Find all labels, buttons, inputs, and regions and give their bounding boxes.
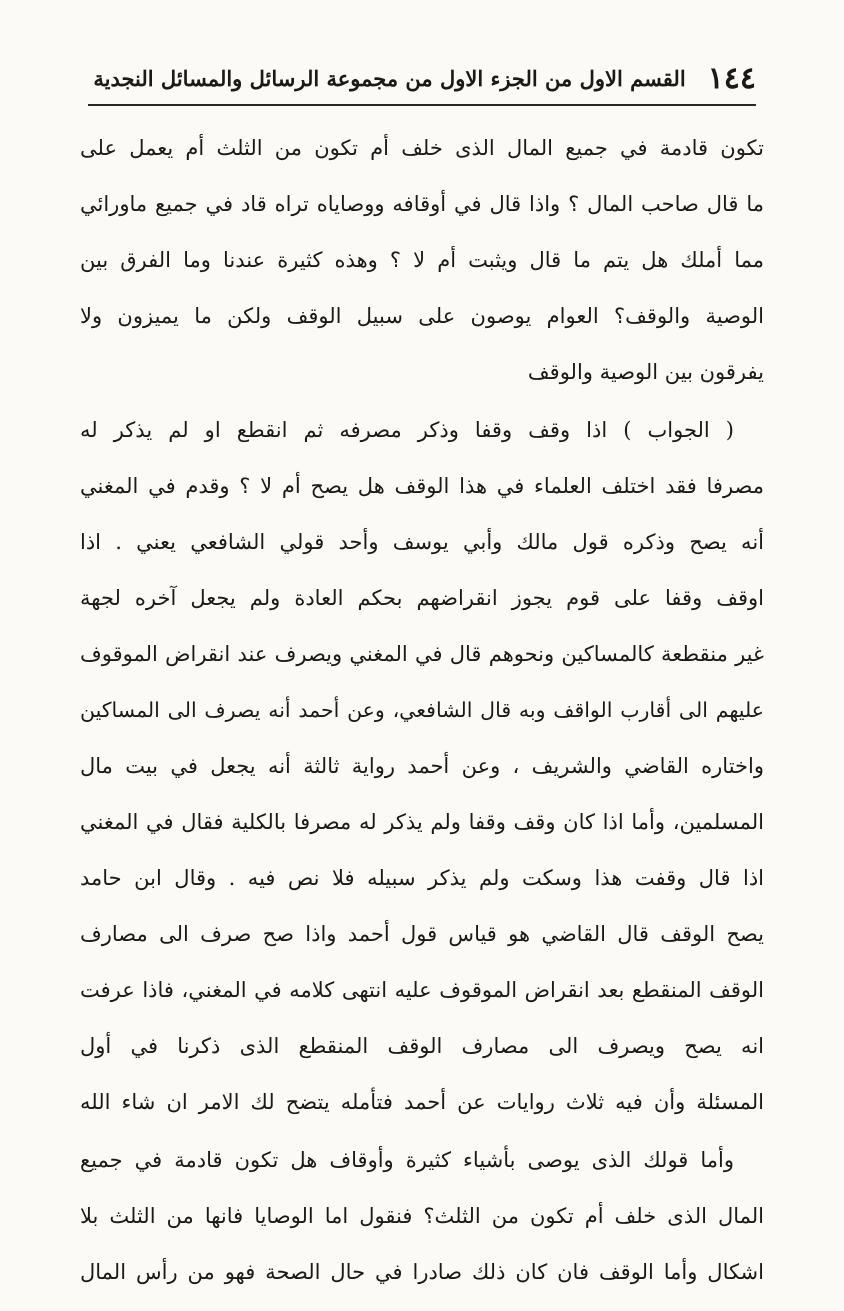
text-line: الوقف المنقطع بعد انقراض الموقوف عليه انتهى كلامه في المغني، فاذا عرفت [80,978,764,1002]
text-line: اشكال وأما الوقف فان كان ذلك صادرا في حال الصحة فهو من رأس المال [80,1260,764,1284]
text-line: اوقف وقفا على قوم يجوز انقراضهم بحكم العادة ولم يجعل آخره لجهة [80,586,764,610]
text-line: اذا قال وقفت هذا وسكت ولم يذكر سبيله فلا نص فيه . وقال ابن حامد [80,866,764,890]
text-line: المسلمين، وأما اذا كان وقف وقفا ولم يذكر له مصرفا بالكلية فقال في المغني [80,810,764,834]
text-line: انه يصح ويصرف الى مصارف الوقف المنقطع الذى ذكرنا في أول [80,1034,764,1058]
text-line: أنه يصح وذكره قول مالك وأبي يوسف وأحد قولي الشافعي يعني . اذا [80,530,764,554]
text-line: مصرفا فقد اختلف العلماء في هذا الوقف هل يصح أم لا ؟ وقدم في المغني [80,474,764,498]
page-header [88,58,756,98]
header-rule [88,104,756,106]
body-text [80,120,764,1300]
text-line: مما أملك هل يتم ما قال ويثبت أم لا ؟ وهذه كثيرة عندنا وما الفرق بين [80,248,764,272]
text-line: الوصية والوقف؟ العوام يوصون على سبيل الوقف ولكن ما يميزون ولا [80,304,764,328]
text-line: ما قال صاحب المال ؟ واذا قال في أوقافه ووصاياه تراه قاد في جميع ماورائي [80,192,764,216]
text-line: عليهم الى أقارب الواقف وبه قال الشافعي، وعن أحمد أنه يصرف الى المساكين [80,698,764,722]
text-line: يفرقون بين الوصية والوقف [527,360,764,384]
text-line: المال الذى خلف أم تكون من الثلث؟ فنقول اما الوصايا فانها من الثلث بلا [80,1204,764,1228]
page-number: ١٤٤ [707,60,756,96]
text-line: المسئلة وأن فيه ثلاث روايات عن أحمد فتأمله يتضح لك الامر ان شاء الله [80,1090,764,1114]
text-line: غير منقطعة كالمساكين ونحوهم قال في المغني ويصرف عند انقراض الموقوف [80,642,764,666]
text-line: تكون قادمة في جميع المال الذى خلف أم تكون من الثلث أم يعمل على [80,136,764,160]
running-title: القسم الاول من الجزء الاول من مجموعة الرسائل والمسائل النجدية [93,65,686,91]
text-line: ( الجواب ) اذا وقف وقفا وذكر مصرفه ثم انقطع او لم يذكر له [80,418,734,442]
text-line: واختاره القاضي والشريف ، وعن أحمد رواية ثالثة أنه يجعل في بيت مال [80,754,764,778]
text-line: يصح الوقف قال القاضي هو قياس قول أحمد واذا صح صرف الى مصارف [80,922,764,946]
text-line: وأما قولك الذى يوصى بأشياء كثيرة وأوقاف هل تكون قادمة في جميع [80,1148,734,1172]
